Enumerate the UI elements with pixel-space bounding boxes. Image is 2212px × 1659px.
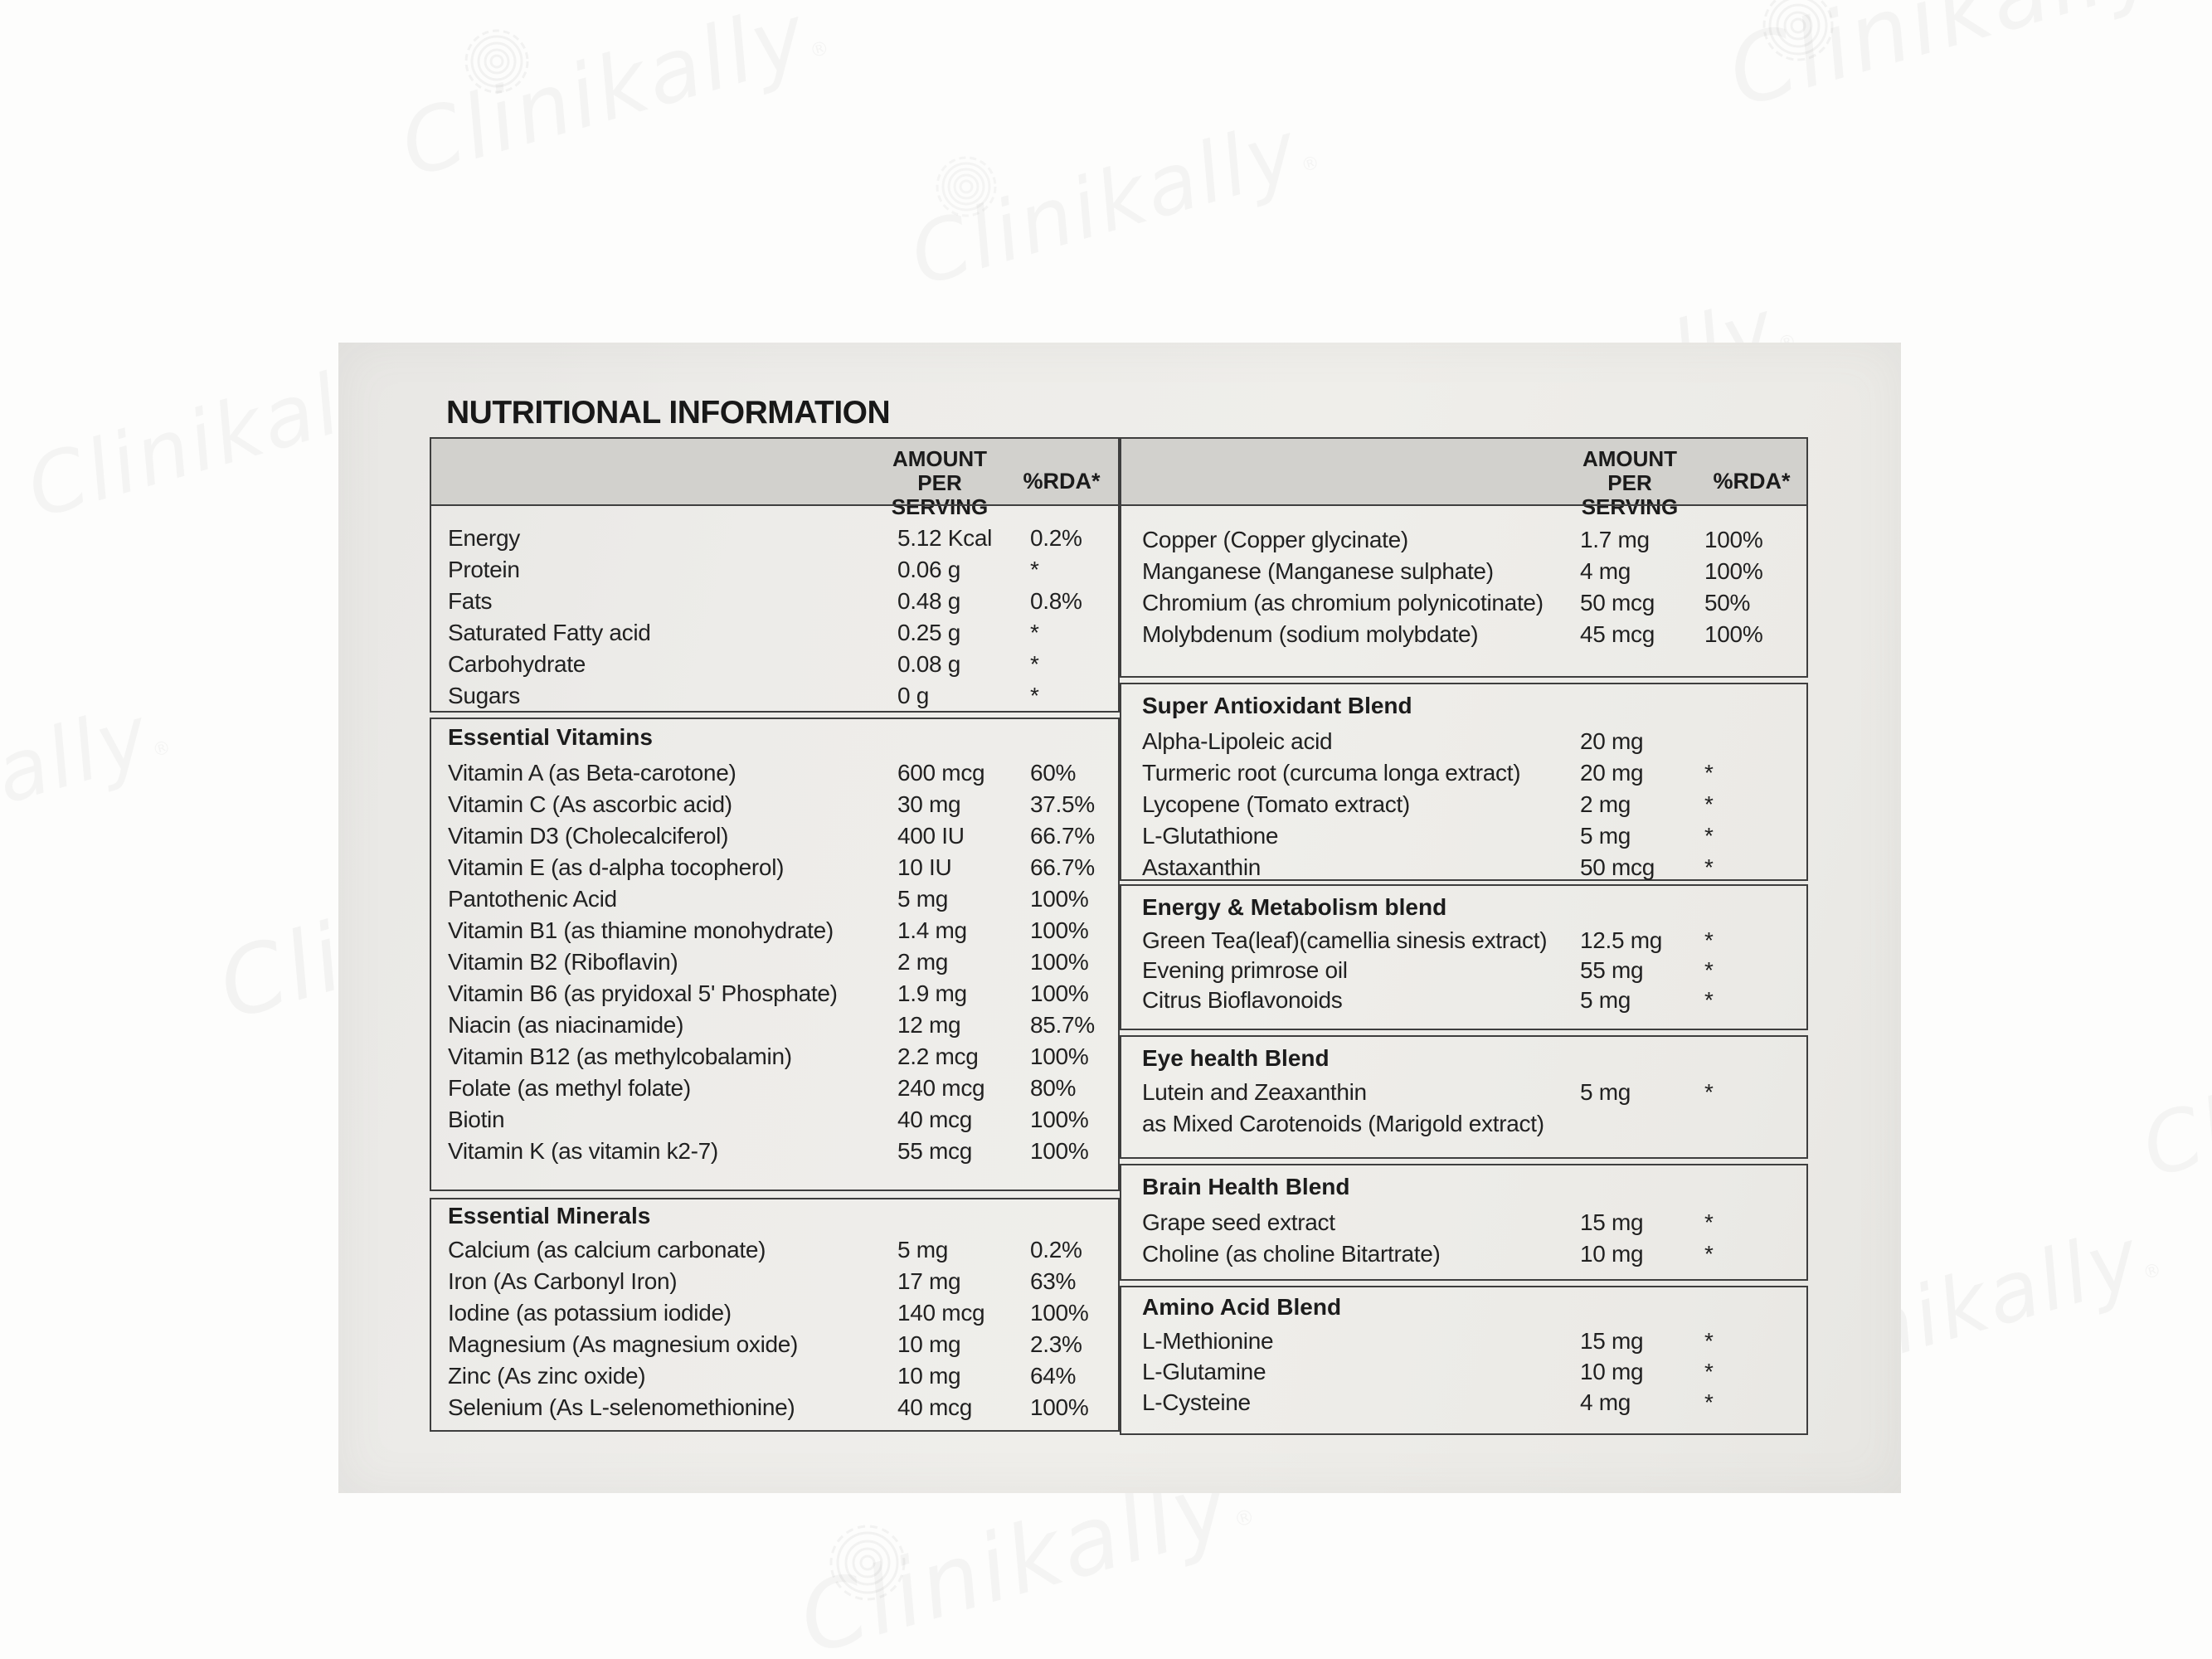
nutrient-label: Vitamin A (as Beta-carotone) — [448, 760, 737, 786]
amount-value: 50 mcg — [1580, 854, 1655, 880]
table-row — [1121, 726, 1806, 757]
table-row — [431, 852, 1118, 883]
rda-header: %RDA* — [1713, 469, 1791, 494]
table-row — [431, 1329, 1118, 1360]
amount-header-line2: PER SERVING — [1581, 470, 1679, 519]
amount-value: 1.4 mg — [897, 917, 967, 943]
nutrient-label: Chromium (as chromium polynicotinate) — [1142, 590, 1544, 615]
rda-value: * — [1704, 791, 1714, 817]
nutrient-label: Vitamin E (as d-alpha tocopherol) — [448, 854, 785, 880]
nutrient-label: Folate (as methyl folate) — [448, 1075, 691, 1101]
nutrient-label: Fats — [448, 588, 493, 614]
rda-value: 2.3% — [1030, 1331, 1082, 1357]
amount-value: 4 mg — [1580, 558, 1631, 584]
rda-value: 50% — [1704, 590, 1751, 615]
brand-watermark — [0, 681, 178, 889]
watermark-text — [390, 0, 819, 197]
table-row — [1121, 1387, 1806, 1418]
brand-watermark — [390, 0, 837, 197]
rda-value: 80% — [1030, 1075, 1077, 1101]
nutrient-label: Manganese (Manganese sulphate) — [1142, 558, 1494, 584]
amount-value: 1.9 mg — [897, 980, 967, 1006]
rda-value: 100% — [1704, 558, 1763, 584]
rda-value: * — [1030, 557, 1039, 582]
amount-value: 2 mg — [1580, 791, 1631, 817]
table-row — [1121, 956, 1806, 985]
rda-value: 100% — [1030, 949, 1089, 975]
nutrient-label: Molybdenum (sodium molybdate) — [1142, 621, 1479, 647]
nutrient-label: Zinc (As zinc oxide) — [448, 1363, 646, 1389]
table-row — [431, 789, 1118, 820]
rda-value: 66.7% — [1030, 854, 1095, 880]
amount-value: 5.12 Kcal — [897, 525, 993, 551]
section-header: Amino Acid Blend — [1142, 1294, 1342, 1320]
rda-value: 100% — [1030, 1044, 1089, 1069]
amount-value: 140 mcg — [897, 1300, 985, 1326]
table-row — [431, 1073, 1118, 1104]
amount-value: 45 mcg — [1580, 621, 1655, 647]
section-header: Essential Vitamins — [448, 724, 653, 750]
table-row — [1121, 926, 1806, 956]
rda-value: * — [1704, 927, 1714, 953]
nutrient-label: Biotin — [448, 1107, 505, 1132]
amount-value: 5 mg — [1580, 987, 1631, 1013]
section-header: Brain Health Blend — [1142, 1174, 1350, 1199]
section-essential-vitamins — [430, 718, 1120, 1191]
nutrient-label: Calcium (as calcium carbonate) — [448, 1237, 766, 1262]
amount-value: 30 mg — [897, 791, 961, 817]
left-table-header — [430, 437, 1120, 519]
nutrient-label: Vitamin B1 (as thiamine monohydrate) — [448, 917, 834, 943]
nutrient-label: Vitamin B12 (as methylcobalamin) — [448, 1044, 792, 1069]
nutrient-label: Lutein and Zeaxanthin — [1142, 1079, 1367, 1105]
section-header: Essential Minerals — [448, 1203, 651, 1228]
nutrient-label: Grape seed extract — [1142, 1209, 1335, 1235]
nutrient-label: Copper (Copper glycinate) — [1142, 527, 1408, 552]
nutrient-label: Saturated Fatty acid — [448, 620, 651, 645]
rda-value: * — [1030, 683, 1039, 708]
rda-value: * — [1704, 957, 1714, 983]
nutrient-label: Niacin (as niacinamide) — [448, 1012, 684, 1038]
brand-watermark — [1717, 0, 2192, 129]
section-header: Eye health Blend — [1142, 1045, 1330, 1071]
page-title: NUTRITIONAL INFORMATION — [446, 395, 891, 431]
brand-watermark — [2132, 988, 2212, 1196]
nutrient-label: L-Cysteine — [1142, 1389, 1251, 1415]
amount-value: 15 mg — [1580, 1209, 1644, 1235]
rda-value: 100% — [1030, 1394, 1089, 1420]
amount-value: 0.08 g — [897, 651, 961, 677]
rda-value: 100% — [1704, 621, 1763, 647]
rda-value: * — [1704, 1359, 1714, 1384]
rda-value: 0.2% — [1030, 525, 1082, 551]
rda-value: * — [1704, 823, 1714, 849]
rda-value: 100% — [1030, 917, 1089, 943]
table-row — [1121, 524, 1806, 556]
spiral-logo-icon — [464, 29, 529, 94]
rda-value: * — [1030, 620, 1039, 645]
amount-value: 5 mg — [897, 886, 949, 912]
table-row — [1121, 852, 1806, 883]
amount-value: 5 mg — [1580, 823, 1631, 849]
nutrient-label: Lycopene (Tomato extract) — [1142, 791, 1410, 817]
nutrient-label: Citrus Bioflavonoids — [1142, 987, 1343, 1013]
section-header: Energy & Metabolism blend — [1142, 894, 1447, 920]
spiral-logo-icon — [1762, 0, 1834, 61]
table-row — [431, 1266, 1118, 1297]
watermark-text — [2132, 994, 2212, 1197]
nutrient-label: Astaxanthin — [1142, 854, 1262, 880]
amount-value: 0 g — [897, 683, 930, 708]
table-row — [431, 1360, 1118, 1392]
registered-icon — [807, 37, 831, 63]
section-essential-minerals — [430, 1198, 1120, 1432]
rda-value: 100% — [1030, 1300, 1089, 1326]
nutrient-label: Turmeric root (curcuma longa extract) — [1142, 760, 1521, 786]
rda-value: * — [1704, 987, 1714, 1013]
section-eye-health-blend — [1120, 1035, 1808, 1159]
amount-value: 20 mg — [1580, 728, 1644, 754]
registered-icon — [1299, 152, 1322, 177]
table-row — [431, 946, 1118, 978]
nutrient-label: Alpha-Lipoleic acid — [1142, 728, 1333, 754]
nutrient-label: L-Glutathione — [1142, 823, 1279, 849]
nutrient-label: Vitamin K (as vitamin k2-7) — [448, 1138, 718, 1164]
amount-value: 10 mg — [1580, 1359, 1644, 1384]
nutrient-label: Iron (As Carbonyl Iron) — [448, 1268, 678, 1294]
rda-value: 37.5% — [1030, 791, 1095, 817]
rda-value: * — [1704, 1079, 1714, 1105]
amount-value: 12.5 mg — [1580, 927, 1663, 953]
table-row — [431, 649, 1118, 680]
table-row — [431, 523, 1118, 554]
nutrient-label: Sugars — [448, 683, 520, 708]
amount-value: 55 mcg — [897, 1138, 973, 1164]
amount-value: 0.48 g — [897, 588, 961, 614]
table-row — [431, 1392, 1118, 1423]
amount-header-line1: AMOUNT — [1582, 446, 1678, 471]
amount-value: 4 mg — [1580, 1389, 1631, 1415]
rda-value: * — [1704, 1389, 1714, 1415]
table-row — [431, 1136, 1118, 1167]
rda-value: 0.2% — [1030, 1237, 1082, 1262]
watermark-text — [0, 687, 161, 890]
nutrient-label: Protein — [448, 557, 520, 582]
amount-value: 0.25 g — [897, 620, 961, 645]
amount-value: 50 mcg — [1580, 590, 1655, 615]
nutrient-label: Vitamin B6 (as pryidoxal 5' Phosphate) — [448, 980, 838, 1006]
table-row — [431, 1104, 1118, 1136]
rda-value: * — [1704, 1241, 1714, 1267]
section-super-antioxidant-blend — [1120, 683, 1808, 881]
left-table — [430, 437, 1120, 1432]
table-row — [431, 617, 1118, 649]
amount-value: 2.2 mcg — [897, 1044, 979, 1069]
nutrient-label: L-Glutamine — [1142, 1359, 1266, 1384]
amount-value: 1.7 mg — [1580, 527, 1650, 552]
amount-value: 5 mg — [1580, 1079, 1631, 1105]
amount-value: 5 mg — [897, 1237, 949, 1262]
table-row — [431, 1297, 1118, 1329]
rda-value: * — [1704, 854, 1714, 880]
table-row — [1121, 1356, 1806, 1387]
rda-value: 100% — [1030, 1138, 1089, 1164]
registered-icon — [150, 737, 173, 761]
amount-value: 10 IU — [897, 854, 952, 880]
nutrient-label: as Mixed Carotenoids (Marigold extract) — [1142, 1111, 1544, 1136]
amount-value: 12 mg — [897, 1012, 961, 1038]
table-row — [1121, 1326, 1806, 1356]
section-amino-acid-blend — [1120, 1286, 1808, 1435]
amount-value: 20 mg — [1580, 760, 1644, 786]
spiral-logo-icon — [829, 1525, 906, 1601]
rda-value: 60% — [1030, 760, 1077, 786]
table-row — [431, 1041, 1118, 1073]
section-trace-minerals — [1120, 504, 1808, 678]
brand-watermark — [900, 96, 1327, 304]
section-brain-health-blend — [1120, 1164, 1808, 1281]
table-row — [431, 1234, 1118, 1266]
amount-value: 240 mcg — [897, 1075, 985, 1101]
rda-value: * — [1030, 651, 1039, 677]
amount-value: 15 mg — [1580, 1328, 1644, 1354]
nutrient-label: Choline (as choline Bitartrate) — [1142, 1241, 1441, 1267]
table-row — [431, 680, 1118, 712]
amount-value: 400 IU — [897, 823, 965, 849]
watermark-text — [900, 102, 1310, 305]
section-header: Super Antioxidant Blend — [1142, 693, 1412, 718]
rda-value: * — [1704, 1328, 1714, 1354]
rda-value: 100% — [1704, 527, 1763, 552]
amount-value: 0.06 g — [897, 557, 961, 582]
table-row — [431, 978, 1118, 1010]
table-row — [431, 820, 1118, 852]
rda-value: 100% — [1030, 1107, 1089, 1132]
rda-value: * — [1704, 760, 1714, 786]
rda-value: 63% — [1030, 1268, 1077, 1294]
nutrient-label: Evening primrose oil — [1142, 957, 1348, 983]
amount-value: 40 mcg — [897, 1107, 973, 1132]
section-macronutrients — [430, 504, 1120, 713]
amount-value: 17 mg — [897, 1268, 961, 1294]
table-row — [431, 554, 1118, 586]
rda-value: 100% — [1030, 980, 1089, 1006]
rda-value: * — [1704, 1209, 1714, 1235]
table-row — [1121, 1207, 1806, 1238]
rda-value: 0.8% — [1030, 588, 1082, 614]
right-table — [1120, 437, 1808, 1435]
registered-icon — [1231, 1504, 1257, 1533]
registered-icon — [2141, 1259, 2164, 1284]
right-table-header — [1120, 437, 1808, 519]
table-row — [1121, 1077, 1806, 1108]
table-row — [431, 586, 1118, 617]
rda-value: 64% — [1030, 1363, 1077, 1389]
rda-header: %RDA* — [1023, 469, 1101, 494]
table-row — [1121, 556, 1806, 587]
nutrient-label: Magnesium (As magnesium oxide) — [448, 1331, 799, 1357]
table-row — [1121, 789, 1806, 820]
rda-value: 66.7% — [1030, 823, 1095, 849]
spiral-logo-icon — [936, 156, 997, 217]
rda-value: 100% — [1030, 886, 1089, 912]
nutrient-label: L-Methionine — [1142, 1328, 1274, 1354]
nutrient-label: Pantothenic Acid — [448, 886, 617, 912]
nutrient-label: Vitamin B2 (Riboflavin) — [448, 949, 678, 975]
rda-value: 85.7% — [1030, 1012, 1095, 1038]
amount-value: 2 mg — [897, 949, 949, 975]
table-row — [1121, 1108, 1806, 1140]
amount-header-line2: PER SERVING — [891, 470, 989, 519]
watermark-text — [1717, 0, 2173, 129]
amount-header-line1: AMOUNT — [892, 446, 988, 471]
nutrient-label: Vitamin D3 (Cholecalciferol) — [448, 823, 729, 849]
table-row — [1121, 619, 1806, 650]
table-row — [1121, 985, 1806, 1015]
nutrient-label: Green Tea(leaf)(camellia sinesis extract) — [1142, 927, 1548, 953]
amount-value: 40 mcg — [897, 1394, 973, 1420]
table-row — [431, 883, 1118, 915]
table-row — [431, 757, 1118, 789]
nutrient-label: Iodine (as potassium iodide) — [448, 1300, 732, 1326]
amount-value: 55 mg — [1580, 957, 1644, 983]
amount-value: 10 mg — [1580, 1241, 1644, 1267]
nutrient-label: Carbohydrate — [448, 651, 586, 677]
table-row — [431, 1010, 1118, 1041]
amount-value: 10 mg — [897, 1363, 961, 1389]
nutrient-label: Energy — [448, 525, 520, 551]
table-row — [1121, 1238, 1806, 1270]
table-row — [1121, 757, 1806, 789]
nutrient-label: Vitamin C (As ascorbic acid) — [448, 791, 732, 817]
table-row — [1121, 820, 1806, 852]
table-row — [431, 915, 1118, 946]
amount-value: 600 mcg — [897, 760, 985, 786]
section-energy-metabolism-blend — [1120, 884, 1808, 1030]
table-row — [1121, 587, 1806, 619]
amount-value: 10 mg — [897, 1331, 961, 1357]
nutrient-label: Selenium (As L-selenomethionine) — [448, 1394, 795, 1420]
